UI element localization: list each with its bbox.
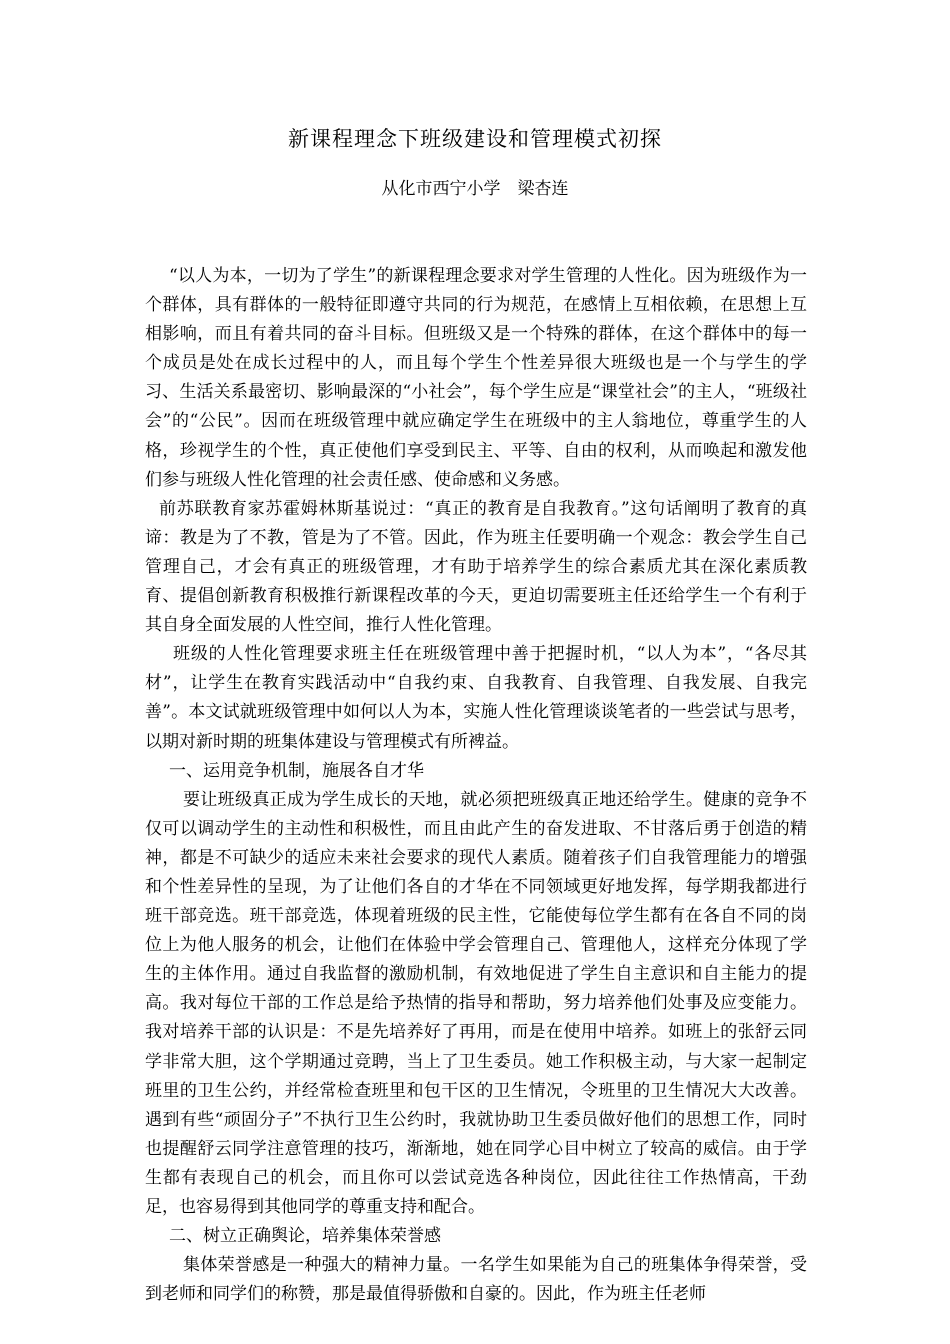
document-author: 从化市西宁小学 梁杏连 <box>381 179 569 199</box>
document-title: 新课程理念下班级建设和管理模式初探 <box>288 127 662 151</box>
document-body <box>145 262 807 1309</box>
paragraph-humanized: 班级的人性化管理要求班主任在班级管理中善于把握时机，“以人为本”，“各尽其材”，让学生在教育实践活动中“自我约束、自我教育、自我管理、自我发展、自我完善”。本文试就班级管理中如何以人为本，实施人性化管理谈谈笔者的一些尝试与思考，以期对新时期的班集体建设与管理模式有所裨益。 <box>145 644 807 752</box>
section-heading-1: 一、运用竞争机制，施展各自才华 <box>169 760 424 781</box>
paragraph-competition: 要让班级真正成为学生成长的天地，就必须把班级真正地还给学生。健康的竞争不仅可以调动学生的主动性和积极性，而且由此产生的奋发进取、不甘落后勇于创造的精神，都是不可缺少的适应未来社会要求的现代人素质。随着孩子们自我管理能力的增强和个性差异性的呈现，为了让他们各自的才华在不同领域更好地发挥，每学期我都进行班干部竞选。班干部竞选，体现着班级的民主性，它能使每位学生都有在各自不同的岗位上为他人服务的机会，让他们在体验中学会管理自己、管理他人，这样充分体现了学生的主体作用。通过自我监督的激励机制，有效地促进了学生自主意识和自主能力的提高。我对每位干部的工作总是给予热情的指导和帮助，努力培养他们处事及应变能力。我对培养干部的认识是：不是先培养好了再用，而是在使用中培养。如班上的张舒云同学非常大胆，这个学期通过竞聘，当上了卫生委员。她工作积极主动，与大家一起制定班里的卫生公约，并经常检查班里和包干区的卫生情况，令班里的卫生情况大大改善。遇到有些“顽固分子”不执行卫生公约时，我就协助卫生委员做好他们的思想工作，同时也提醒舒云同学注意管理的技巧，渐渐地，她在同学心目中树立了较高的威信。由于学生都有表现自己的机会，而且你可以尝试竞选各种岗位，因此往往工作热情高，干劲足，也容易得到其他同学的尊重支持和配合。 <box>145 789 807 1217</box>
paragraph-honor: 集体荣誉感是一种强大的精神力量。一名学生如果能为自己的班集体争得荣誉，受到老师和同学们的称赞，那是最值得骄傲和自豪的。因此，作为班主任老师 <box>145 1255 807 1305</box>
section-heading-2: 二、树立正确舆论，培养集体荣誉感 <box>169 1226 441 1247</box>
paragraph-intro: “以人为本，一切为了学生”的新课程理念要求对学生管理的人性化。因为班级作为一个群体，具有群体的一般特征即遵守共同的行为规范，在感情上互相依赖，在思想上互相影响，而且有着共同的奋斗目标。但班级又是一个特殊的群体，在这个群体中的每一个成员是处在成长过程中的人，而且每个学生个性差异很大班级也是一个与学生的学习、生活关系最密切、影响最深的“小社会”，每个学生应是“课堂社会”的主人，“班级社会”的“公民”。因而在班级管理中就应确定学生在班级中的主人翁地位，尊重学生的人格，珍视学生的个性，真正使他们享受到民主、平等、自由的权利，从而唤起和激发他们参与班级人性化管理的社会责任感、使命感和义务感。 <box>145 266 807 490</box>
paragraph-quote: 前苏联教育家苏霍姆林斯基说过：“真正的教育是自我教育。”这句话阐明了教育的真谛：教是为了不教，管是为了不管。因此，作为班主任要明确一个观念：教会学生自己管理自己，才会有真正的班级管理，才有助于培养学生的综合素质尤其在深化素质教育、提倡创新教育积极推行新课程改革的今天，更迫切需要班主任还给学生一个有利于其自身全面发展的人性空间，推行人性化管理。 <box>145 498 807 636</box>
